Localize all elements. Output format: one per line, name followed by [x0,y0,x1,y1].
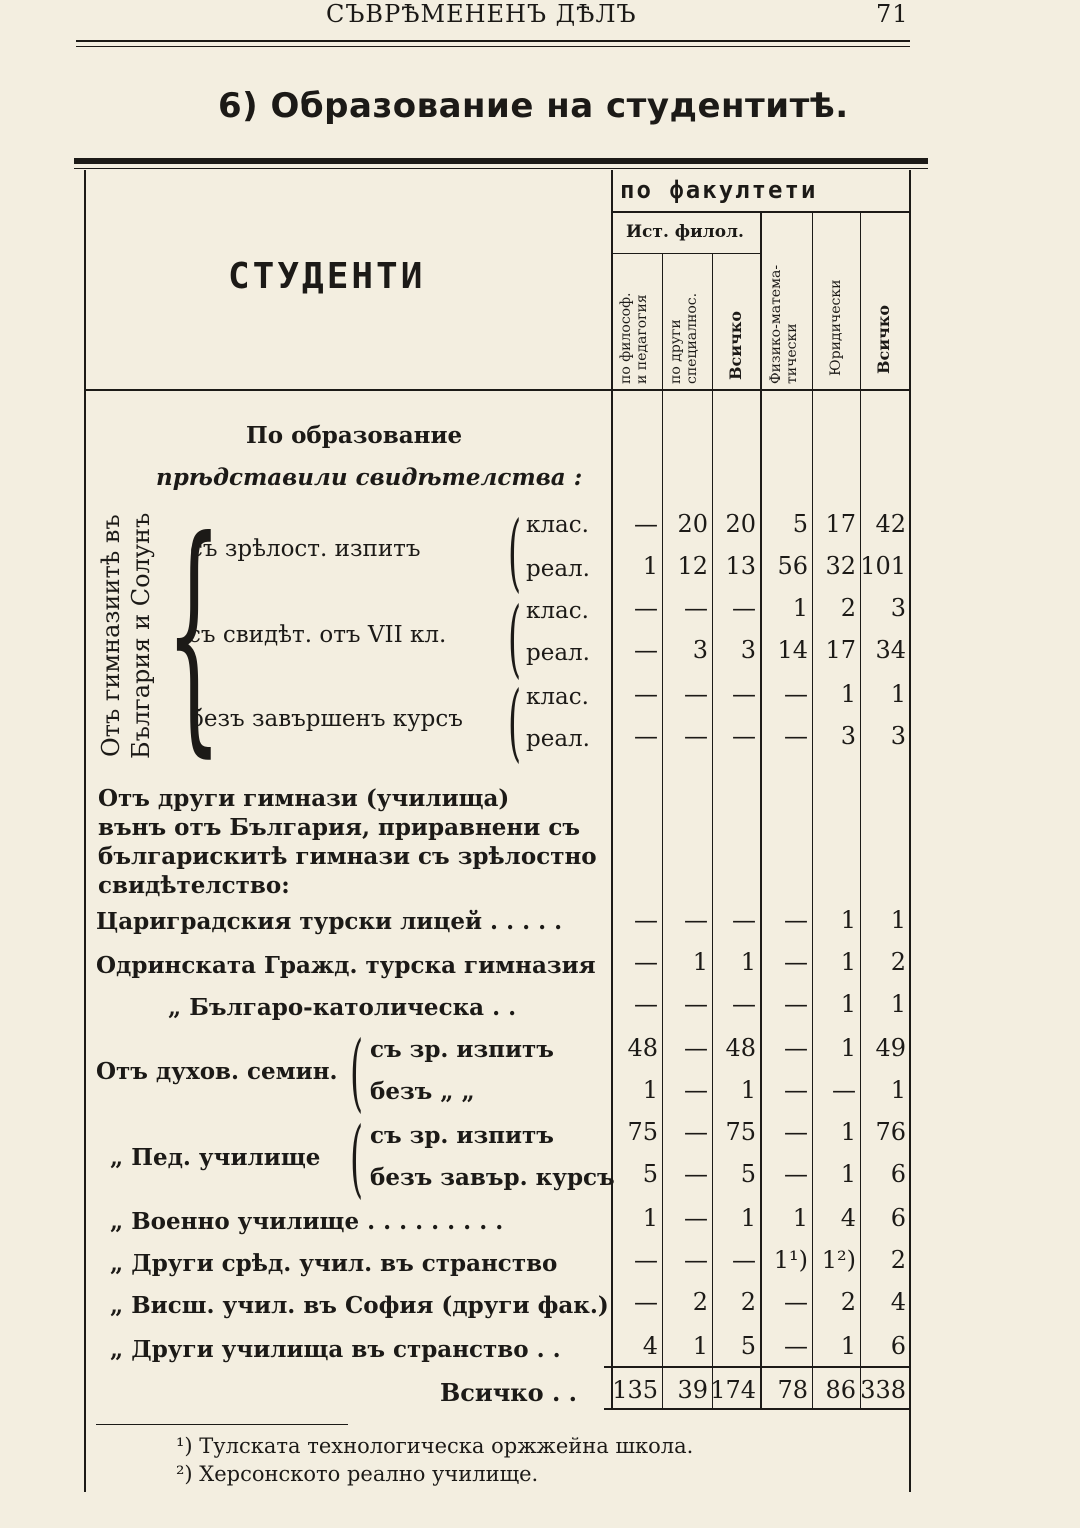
cell-r14-c3: 1 [740,1204,756,1232]
cell-r1-c1: — [634,510,658,538]
brace-ped: ( [350,1109,364,1207]
cell-r12-c2: — [684,1118,708,1146]
cell-r11-c4: — [784,1076,808,1104]
cell-r16-c3: 2 [740,1288,756,1316]
total-c3: 174 [710,1376,756,1404]
cell-r6-c1: — [634,722,658,750]
faculty-group-heading: по факултети [620,176,818,204]
col-header-philosophy: по философ. и педагогия [618,292,650,384]
row-label-tsarigrad: Цариградския турски лицей . . . . . [96,908,563,935]
col-line-stub [611,170,613,1410]
total-c5: 86 [825,1376,856,1404]
cell-r15-c3: — [732,1246,756,1274]
cell-r5-c6: 1 [890,680,906,708]
cell-r17-c5: 1 [840,1332,856,1360]
cell-r5-c1: — [634,680,658,708]
cell-r3-c6: 3 [890,594,906,622]
cell-r3-c5: 2 [840,594,856,622]
cell-r1-c4: 5 [792,510,808,538]
cell-r4-c1: — [634,636,658,664]
row-label-ped-exam: съ зр. изпитъ [370,1122,554,1149]
cell-r17-c4: — [784,1332,808,1360]
footnote-1: ¹) Тулската технологическа оржжейна школа. [176,1434,694,1458]
cell-r5-c5: 1 [840,680,856,708]
brace-3: ( [508,673,522,771]
cell-r4-c4: 14 [777,636,808,664]
total-c4: 78 [777,1376,808,1404]
cell-r3-c2: — [684,594,708,622]
cell-r16-c1: — [634,1288,658,1316]
cell-r17-c2: 1 [692,1332,708,1360]
sub-klas-2: клас. [526,598,589,624]
cell-r13-c1: 5 [642,1160,658,1188]
cell-r2-c1: 1 [642,552,658,580]
cell-r16-c5: 2 [840,1288,856,1316]
cell-r11-c5: — [832,1076,856,1104]
cell-r8-c4: — [784,948,808,976]
table-top-rule-thin [74,168,928,169]
cell-r13-c4: — [784,1160,808,1188]
cell-r15-c1: — [634,1246,658,1274]
col-header-law: Юридически [828,279,844,376]
cell-r9-c6: 1 [890,990,906,1018]
cell-r9-c3: — [732,990,756,1018]
cell-r3-c3: — [732,594,756,622]
row-label-seminary-noexam: безъ „ „ [370,1078,475,1105]
cell-r8-c6: 2 [890,948,906,976]
cell-r14-c4: 1 [792,1204,808,1232]
cell-r15-c4: 1¹) [773,1246,808,1274]
row-label-ped-school: „ Пед. училище [110,1144,321,1171]
cell-r1-c5: 17 [825,510,856,538]
cell-r16-c6: 4 [890,1288,906,1316]
cell-r2-c3: 13 [725,552,756,580]
col-line-1 [662,254,663,1410]
cell-r11-c6: 1 [890,1076,906,1104]
cell-r12-c1: 75 [627,1118,658,1146]
cell-r10-c5: 1 [840,1034,856,1062]
cell-r1-c2: 20 [677,510,708,538]
cell-r5-c4: — [784,680,808,708]
cell-r7-c2: — [684,906,708,934]
total-c2: 39 [677,1376,708,1404]
cell-r8-c1: — [634,948,658,976]
footnote-rule [96,1424,348,1425]
cell-r4-c5: 17 [825,636,856,664]
cell-r8-c2: 1 [692,948,708,976]
brace-1: ( [508,503,522,601]
cell-r14-c6: 6 [890,1204,906,1232]
istfil-rule [612,253,761,254]
stub-heading: СТУДЕНТИ [228,256,426,297]
sub-real-2: реал. [526,640,590,666]
section-subheading: прѣдставили свидѣтелства : [156,464,583,491]
page-title: 6) Образование на студентитѣ. [218,86,849,126]
total-c1: 135 [612,1376,658,1404]
cell-r13-c2: — [684,1160,708,1188]
col-line-2 [712,254,713,1410]
cell-r12-c5: 1 [840,1118,856,1146]
sub-real-3: реал. [526,726,590,752]
other-gymnasiums-note: Отъ други гимнази (училища) вънъ отъ България, приравнени съ българискитѣ гимнази съ зрѣлостно свидѣтелство: [98,785,597,899]
cell-r17-c3: 5 [740,1332,756,1360]
row-label-seminary-exam: съ зр. изпитъ [370,1036,554,1063]
cell-r1-c3: 20 [725,510,756,538]
cell-r5-c3: — [732,680,756,708]
cell-r6-c5: 3 [840,722,856,750]
cell-r1-c6: 42 [875,510,906,538]
cell-r4-c2: 3 [692,636,708,664]
table-left-border [84,170,86,1492]
footnote-2: ²) Херсонското реално училище. [176,1462,539,1486]
cell-r2-c6: 101 [860,552,906,580]
cell-r17-c1: 4 [642,1332,658,1360]
cell-r15-c5: 1²) [821,1246,856,1274]
col-line-5 [860,212,861,1410]
cell-r15-c6: 2 [890,1246,906,1274]
col-header-istfil-total: Всичко [726,310,745,380]
total-rule-bottom [604,1408,910,1410]
header-rule [76,40,910,42]
table-right-border [909,170,911,1492]
cell-r3-c1: — [634,594,658,622]
cell-r10-c4: — [784,1034,808,1062]
side-label-gymnasiums: Отъ гимназиитѣ въ България и Солунъ [97,512,155,760]
total-rule [604,1366,910,1368]
row-label-military: „ Военно училище . . . . . . . . . [110,1208,504,1235]
faculty-rule [612,211,909,213]
cell-r13-c6: 6 [890,1160,906,1188]
cell-r14-c1: 1 [642,1204,658,1232]
col-header-other-spec: по други специалнос. [668,292,700,384]
sub-klas-3: клас. [526,684,589,710]
cell-r9-c5: 1 [840,990,856,1018]
header-rule-2 [76,46,910,47]
cell-r7-c4: — [784,906,808,934]
cell-r13-c3: 5 [740,1160,756,1188]
cell-r11-c3: 1 [740,1076,756,1104]
brace-seminary: ( [350,1023,364,1121]
row-label-other-schools-abroad: „ Други училища въ странство . . [110,1336,561,1363]
cell-r16-c2: 2 [692,1288,708,1316]
cell-r6-c6: 3 [890,722,906,750]
cell-r9-c2: — [684,990,708,1018]
cell-r7-c1: — [634,906,658,934]
section-heading: По образование [246,422,463,449]
cell-r11-c2: — [684,1076,708,1104]
total-label: Всичко . . [440,1378,578,1407]
col-header-physmath: Физико-матема- тически [768,264,800,384]
cell-r16-c4: — [784,1288,808,1316]
cell-r7-c6: 1 [890,906,906,934]
brace-2: ( [508,589,522,687]
header-bottom-rule [84,389,910,391]
row-label-higher-sofia: „ Висш. учил. въ София (други фак.) [110,1292,609,1319]
ist-fil-heading: Ист. филол. [626,222,744,242]
sub-real-1: реал. [526,556,590,582]
cell-r6-c3: — [732,722,756,750]
cell-r10-c6: 49 [875,1034,906,1062]
cell-r11-c1: 1 [642,1076,658,1104]
row-group-maturity-exam: съ зрѣлост. изпитъ [190,536,421,562]
cell-r5-c2: — [684,680,708,708]
cell-r8-c5: 1 [840,948,856,976]
cell-r6-c4: — [784,722,808,750]
col-header-grand-total: Всичко [874,304,893,374]
row-label-bg-catholic: „ Българо-католическа . . [168,994,517,1021]
row-group-no-completion: безъ завършенъ курсъ [190,706,463,732]
cell-r3-c4: 1 [792,594,808,622]
cell-r9-c1: — [634,990,658,1018]
cell-r6-c2: — [684,722,708,750]
cell-r7-c5: 1 [840,906,856,934]
row-label-seminary: Отъ духов. семин. [96,1058,338,1085]
cell-r14-c2: — [684,1204,708,1232]
cell-r12-c3: 75 [725,1118,756,1146]
cell-r9-c4: — [784,990,808,1018]
cell-r13-c5: 1 [840,1160,856,1188]
page-number: 71 [876,0,909,28]
cell-r2-c2: 12 [677,552,708,580]
row-label-odrin: Одринската Гражд. турска гимназия [96,952,596,979]
cell-r10-c2: — [684,1034,708,1062]
row-label-other-secondary-abroad: „ Други срѣд. учил. въ странство [110,1250,558,1277]
row-group-7th-grade: съ свидѣт. отъ VII кл. [188,622,447,648]
cell-r2-c4: 56 [777,552,808,580]
row-label-ped-nocourse: безъ завър. курсъ [370,1164,615,1191]
table-top-rule [74,158,928,164]
cell-r8-c3: 1 [740,948,756,976]
cell-r2-c5: 32 [825,552,856,580]
total-c6: 338 [860,1376,906,1404]
cell-r4-c6: 34 [875,636,906,664]
cell-r15-c2: — [684,1246,708,1274]
cell-r4-c3: 3 [740,636,756,664]
cell-r7-c3: — [732,906,756,934]
cell-r12-c6: 76 [875,1118,906,1146]
sub-klas-1: клас. [526,512,589,538]
col-line-3 [760,212,762,1410]
side-brace: { [166,487,222,778]
cell-r12-c4: — [784,1118,808,1146]
col-line-4 [812,212,813,1410]
running-title: СЪВРѢМЕНЕНЪ ДѢЛЪ [326,0,637,28]
cell-r14-c5: 4 [840,1204,856,1232]
cell-r17-c6: 6 [890,1332,906,1360]
cell-r10-c3: 48 [725,1034,756,1062]
cell-r10-c1: 48 [627,1034,658,1062]
